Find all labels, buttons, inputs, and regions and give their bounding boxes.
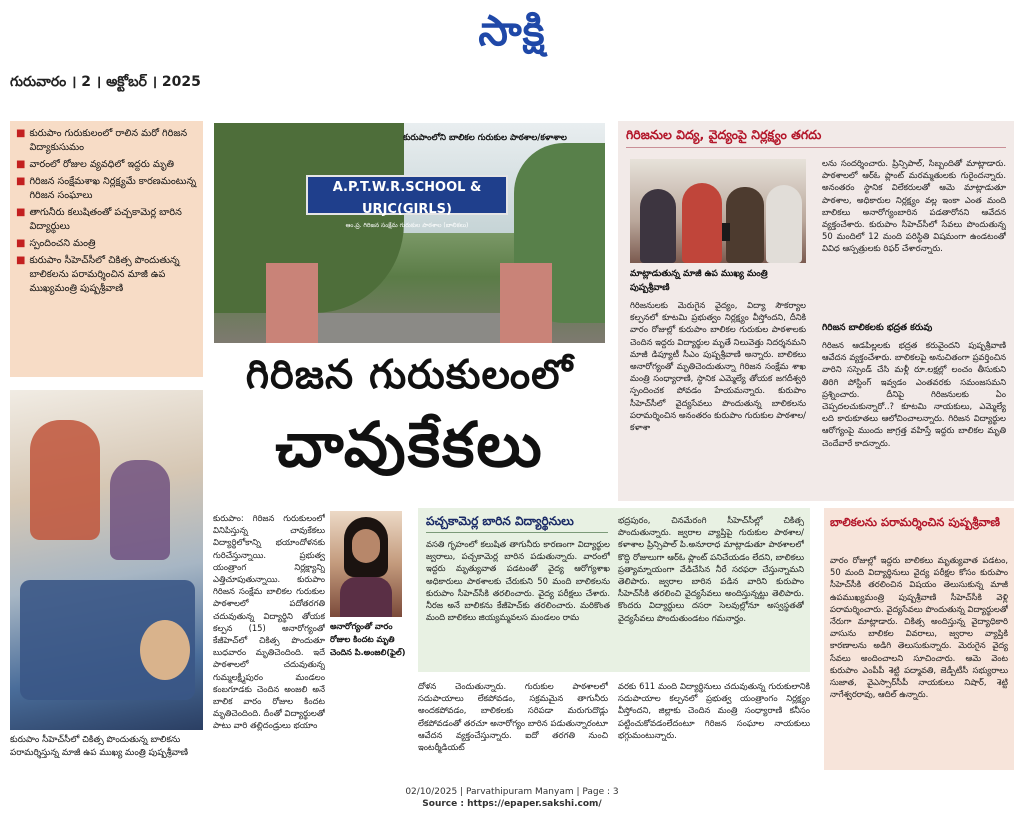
right-article-col1: గిరిజనులకు మెరుగైన వైద్యం, విద్యా సౌకర్యాల కల్పనలో కూటమి ప్రభుత్వం నిర్లక్ష్యం వీస్తోందని, దీనికి వారం రోజుల్లో కురుపాం బాలికల గురుకుల పాఠశాలకు చెందిన ఇద్దరు విద్యార్థుల మృతే నిలువెత్తు నిదర్శనమని మాజీ డిప్యూటీ సీఎం పుష్పశ్రీవాణి అన్నారు. బాలికలు అనారోగ్యంతో మృతిచెందుతున్నా గిరిజన సంక్షేమ శాఖ మంత్రి సంధ్యారాణి, స్థానిక ఎమ్మెల్యే తోయక జగదీశ్వరి స్పందించక పోవడం హేయమన్నారు. కురుపాం సీహెచ్‌సీలో వైద్యసేవలు పొందుతున్న బాలికలను పరామర్శించిన అనంతరం కురుపాం గురుకుల పాఠశాల/కళాశా [630, 300, 806, 433]
headline-line2: చావుకేకలు [275, 408, 544, 481]
bullet-icon: ■ [16, 159, 26, 170]
bullet-icon: ■ [16, 238, 26, 249]
footer-source-link[interactable]: Source : https://epaper.sakshi.com/ [422, 799, 602, 809]
right-article-heading: గిరిజనుల విద్య, వైద్యంపై నిర్లక్ష్యం తగదు [626, 127, 822, 142]
bullet-icon: ■ [16, 176, 26, 187]
bullet-icon: ■ [16, 128, 26, 139]
right-box-text: వారం రోజుల్లో ఇద్దరు బాలికలు మృత్యువాత పడటం, 50 మంది విద్యార్థినులు వైద్య పరీక్షల కోసం కురుపాం సీహెచ్‌సీకి తరలించిన విషయం తెలుసుకున్న మాజీ ఉపముఖ్యమంత్రి పుష్పశ్రీవాణి సీహెచ్‌సీకి వెళ్లి పరామర్శించారు. వైద్యసేవలు పొందుతున్న విద్యార్థులతో నేరుగా మాట్లాడారు. చికిత్స అందిస్తున్న వైద్యాధికారి వాసును బాలికల వివరాలు, జ్వరాల వ్యాప్తికి కారణాలను అడిగి తెలుసుకున్నారు. మెరుగైన వైద్య సేవలు అందించాలని సూచించారు. ఆమె వెంట కురుపాం ఎంపీపీ శెట్టి పద్మావతి, జెడ్పీటీసీ సభ్యురాలు సుజాత, వైఎస్సార్‌సీపీ నాయకులు నిషార్, శెట్టి నాగేశ్వరరావు, ఆదిల్ ఉన్నారు. [830, 555, 1008, 700]
right-article-subheading: గిరిజన బాలికలకు భద్రత కరువు [822, 323, 933, 333]
bullet-icon: ■ [16, 207, 26, 218]
mid-article-heading: పచ్చకామెర్ల బారిన విద్యార్థినులు [426, 514, 574, 528]
right-article-col2b: గిరిజన ఆడపిల్లలకు భద్రత కరువైందని పుష్పశ్రీవాణి ఆవేదన వ్యక్తంచేశారు. బాలికలపై అనుచితంగా ప్రవర్తించిన వారిని సస్పెండ్ చేసి మళ్లీ రూ.లక్షల్లో లంచం తీసుకుని తిరిగి పోస్టింగ్ ఇవ్వడం ఎంతవరకు సమంజసమని ప్రశ్నించారు. దీనిపై గిరిజనులకు ఏం చెప్పదలచుకున్నారో..? కూటమి నాయకులు, ఎమ్మెల్యే లది కారుకూతలు ఆలోచించాలన్నారు. గిరిజన విద్యార్థుల ఆరోగ్యంపై ముందు జాగ్రత్త వహిస్తే ఇద్దరు బాలికల మృతి చెందేవారే కాదన్నారు. [822, 340, 1006, 448]
girl-photo-caption: అనారోగ్యంతో వారం రోజుల కిందట మృతి చెందిన పి.అంజలి(ఫైల్) [330, 621, 406, 657]
right-article-photo [630, 159, 806, 263]
main-story-col3: వరకు 611 మంది విద్యార్థినులు చదువుతున్న గురుకులానికి సదుపాయాల కల్పనలో ప్రభుత్వ యంత్రాంగం నిర్లక్ష్యం వీస్తోందని, జిల్లాకు చెందిన మంత్రి సంధ్యారాణి కనీసం పట్టించుకోవడంలేదంటూ గిరిజన సంఘాల నాయకులు భగ్గుమంటున్నారు. [618, 681, 810, 740]
mid-article-col2: భద్రపురం, చినమేరంగి సీహెచ్‌సీల్లో చికిత్స పొందుతున్నారు. జ్వరాల వ్యాప్తిపై గురుకుల పాఠశాల/కళాశాల ప్రిన్సిపాల్ పి.అనూరాధ మాట్లాడుతూ పాఠశాలలో కొద్ది రోజులుగా ఆర్‌ఓ ప్లాంట్ పనిచేయడం లేదని, బాలికలు ప్రత్యామ్నాయంగా వేడిచేసిన నీరే సరఫరా చేస్తున్నామని తెలిపారు. జ్వరాల బారిన పడిన వారిని కురుపాం సీహెచ్‌సీకి తరలించి వైద్యసేవలు అందిస్తున్నట్టు తెలిపారు. కొందరు విద్యార్థులు దసరా సెలవుల్లోనూ అస్వస్థతతో వైద్యసేవలు పొందుతుండటం గమనార్హం. [618, 515, 804, 623]
main-story-col1: కురుపాం: గిరిజన గురుకులంలో వినిపిస్తున్న చావుకేకలు విద్యార్థిలోకాన్ని భయాందోళనకు గురిచేస్తున్నాయి. ప్రభుత్వ యంత్రాంగ నిర్లక్ష్యాన్ని ఎత్తిచూపుతున్నాయి. కురుపాం గిరిజన సంక్షేమ బాలికల గురుకుల పాఠశాలలో పదోతరగతి చదువుతున్న విద్యార్థిని తోయక కల్పన (15) అనారోగ్యంతో కేజీహెచ్‌లో చికిత్స పొందుతూ బుధవారం మృతిచెందింది. ఇదే పాఠశాలలో చదువుతున్న గుమ్మలక్ష్మీపురం మండలం కంబగూడకు చెందిన అంజలి అనే బాలిక వారం రోజుల కిందట మృతిచెందింది. దీంతో విద్యార్థులతో పాటు వారి తల్లిదండ్రులు భయాం [213, 513, 325, 731]
school-sign: A.P.T.W.R.SCHOOL & URJC(GIRLS) ఆం.ప్ర. గిరిజన సంక్షేమ గురుకుల పాఠశాల (బాలికలు) [306, 175, 508, 215]
right-article-col2: లను సందర్శించారు. ప్రిన్సిపాల్, సిబ్బందితో మాట్లాడారు. పాఠశాలలో ఆర్‌ఓ ప్లాంట్ మరమ్మతులకు గురైందన్నారు. అనంతరం స్థానిక విలేకరులతో ఆమె మాట్లాడుతూ పాఠశాల, అధికారుల నిర్లక్ష్యం వల్ల ఇంకా ఎంత మంది బాలికలు అనారోగ్యంబారిన పడతారోనని ఆవేదన వ్యక్తంచేశారు. కురుపాం సీహెచ్‌సీలో సేవలు పొందుతున్న 50 మందిలో 12 మంది పరిస్థితి విషమంగా ఉండటంతో వివిధ ఆస్పత్రులకు రిఫర్ చేశారన్నారు. [822, 158, 1006, 254]
highlight-item: ■ వారంలో రోజుల వ్యవధిలో ఇద్దరు మృతి [16, 159, 175, 170]
right-box [824, 508, 1014, 770]
school-photo-caption: కురుపాంలోని బాలికల గురుకుల పాఠశాల/కళాశాల [403, 133, 567, 143]
bullet-icon: ■ [16, 255, 26, 266]
highlights-box [10, 121, 203, 377]
highlight-item: ■ తాగునీరు కలుషితంతో పచ్చకామెర్ల బారిన విద్యార్థులు [16, 207, 182, 232]
right-article-photo-caption: మాట్లాడుతున్న మాజీ ఉప ముఖ్య మంత్రి పుష్పశ్రీవాణి [630, 269, 768, 293]
highlight-item: ■ స్పందించని మంత్రి [16, 238, 96, 249]
right-article [618, 121, 1014, 501]
school-photo [214, 123, 605, 343]
headline-line1: గిరిజన గురుకులంలో [245, 352, 574, 398]
mid-article [418, 508, 810, 672]
hospital-photo [10, 390, 203, 730]
girl-photo [330, 511, 402, 617]
newspaper-logo: సాక్షి [478, 6, 546, 55]
hospital-photo-caption: కురుపాం సీహెచ్‌సీలో చికిత్స పొందుతున్న బాలికను పరామర్శిస్తున్న మాజీ ఉప ముఖ్య మంత్రి పుష్పశ్రీవాణి [10, 735, 189, 758]
edition-date: గురువారం । 2 । అక్టోబర్ । 2025 [10, 74, 201, 90]
mid-article-col1: వసతి గృహంలో కలుషిత తాగునీరు కారణంగా విద్యార్థుల జ్వరాలు, పచ్చకామెర్ల బారిన పడుతున్నారు. వారంలో ఇద్దరు మృత్యువాత పడటంతో వైద్య ఆరోగ్యశాఖ అధికారులు పాఠశాలకు చేరుకుని 50 మంది బాలికలను కురుపాం సీహెచ్‌సీకి తరలించారు. వైద్య పరీక్షలు చేశారు. నీరజ అనే బాలికను కేజీహెచ్‌కు తరలించారు. మరికొంత మంది బాలికలు జియ్యమ్మవలస మండలం రామ [426, 539, 610, 623]
highlight-item: ■ గిరిజన సంక్షేమశాఖ నిర్లక్ష్యమే కారణమంటున్న గిరిజన సంఘాలు [16, 176, 197, 201]
footer [0, 786, 1024, 810]
main-story-continuation: దోళన చెందుతున్నారు. గురుకుల పాఠశాలలో సదుపాయాలు లేకపోవడం, సక్రమమైన తాగునీరు అందకపోవడం, బాలికలకు సరిపడా మరుగుదొడ్లు లేకపోవడంతో తరచూ అనారోగ్యం బారిన పడుతున్నారంటూ ఆవేదన వ్యక్తంచేస్తున్నారు. ఐదో తరగతి నుంచి ఇంటర్మీడియట్ [418, 681, 608, 753]
right-box-heading: బాలికలను పరామర్శించిన పుష్పశ్రీవాణి [830, 515, 1001, 529]
highlight-item: ■ కురుపాం సీహెచ్‌సీలో చికిత్స పొందుతున్న బాలికలను పరామర్శించిన మాజీ ఉప ముఖ్యమంత్రి పుష్పశ్రీవాణి [16, 255, 180, 294]
footer-page-info: 02/10/2025 | Parvathipuram Manyam | Page : 3 [405, 787, 619, 797]
highlight-item: ■ కురుపాం గురుకులంలో రాలిన మరో గిరిజన విద్యాకుసుమం [16, 128, 188, 153]
masthead [0, 0, 1024, 70]
